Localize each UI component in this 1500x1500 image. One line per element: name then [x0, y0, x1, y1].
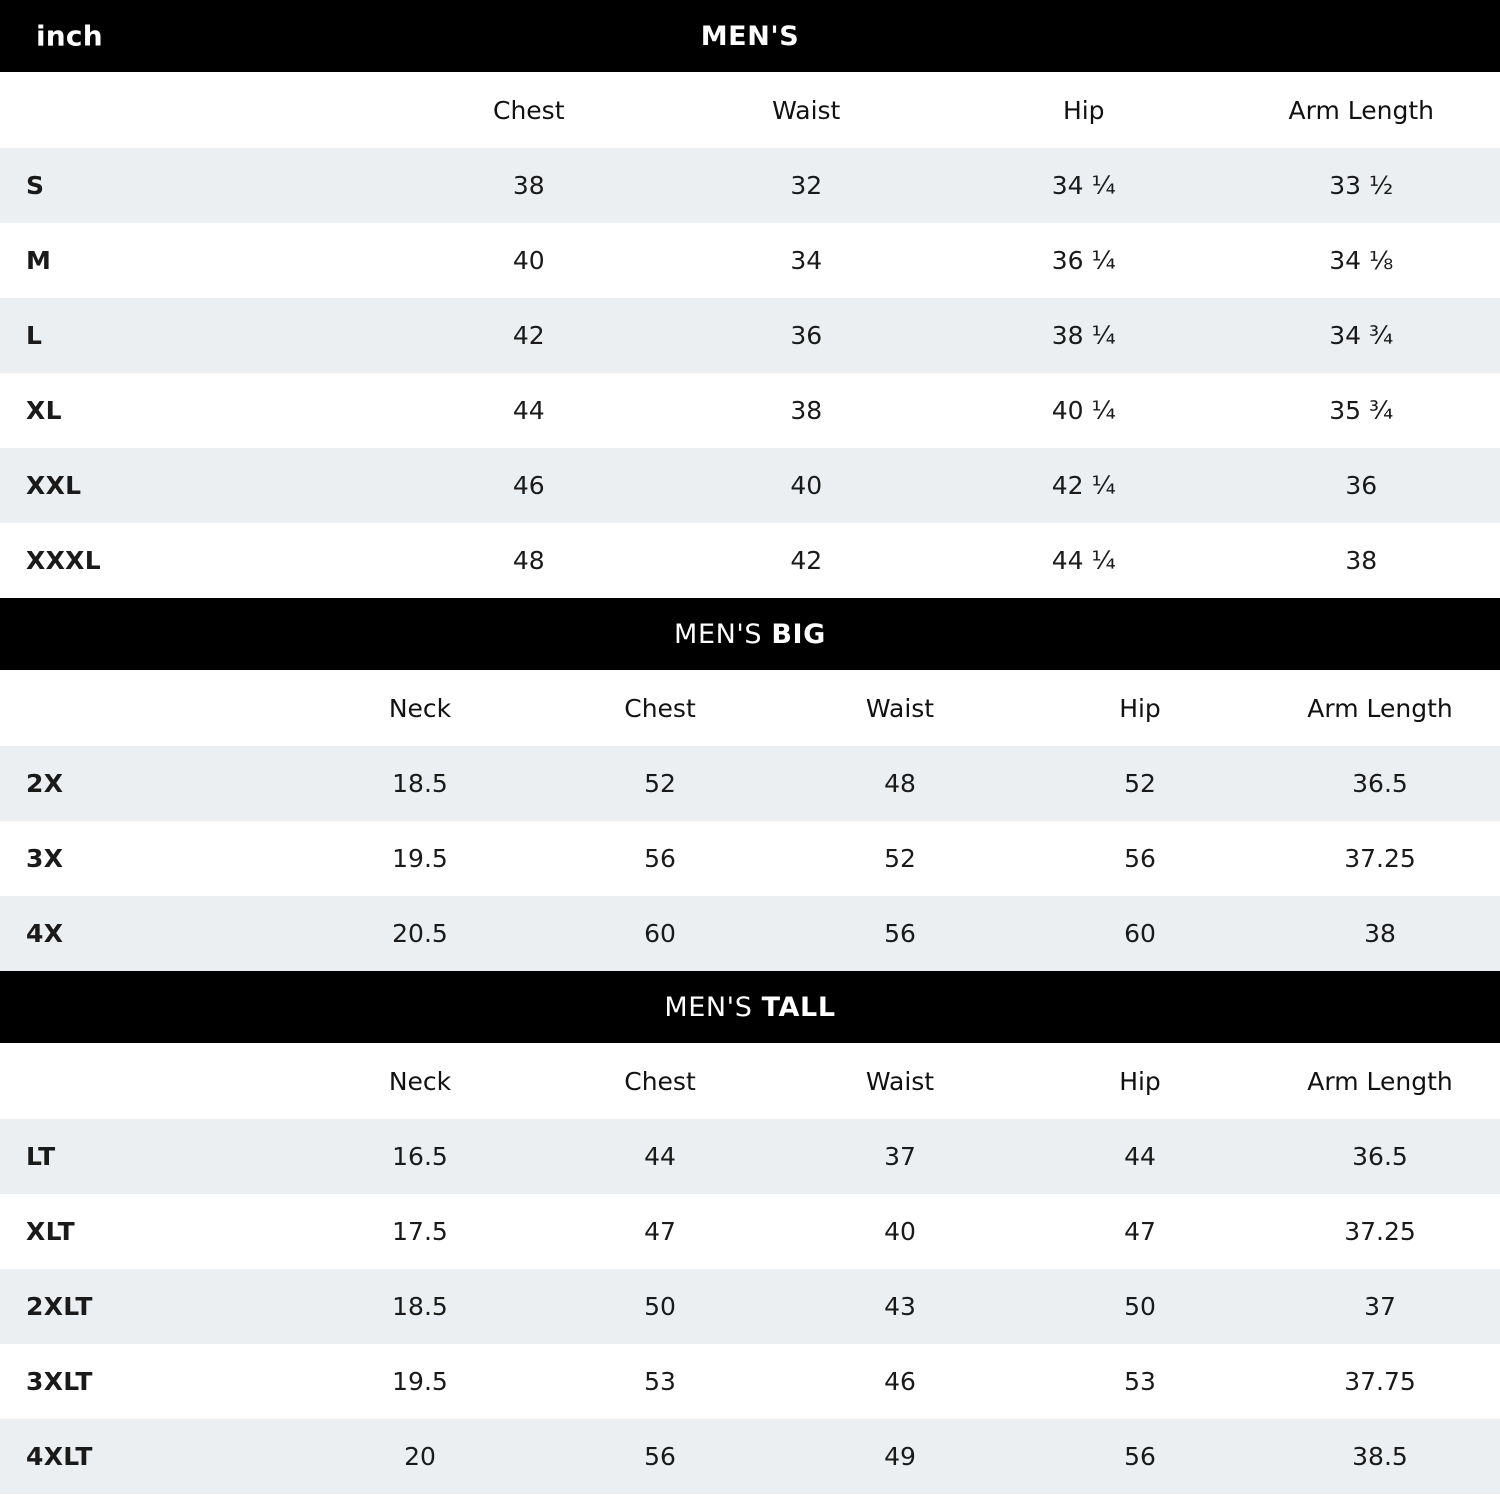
- column-header-waist: Waist: [780, 670, 1020, 746]
- column-header-arm-length: Arm Length: [1260, 670, 1500, 746]
- column-header-hip: Hip: [1020, 670, 1260, 746]
- table-row: [0, 448, 1500, 523]
- column-header-size: [0, 670, 300, 746]
- cell-hip: 56: [1124, 844, 1156, 873]
- cell-arm-length: 37: [1364, 1292, 1396, 1321]
- column-header-waist: Waist: [668, 72, 946, 148]
- table-header-row: [0, 670, 1500, 746]
- cell-arm-length: 37.25: [1344, 1217, 1416, 1246]
- cell-size: 4X: [26, 919, 64, 948]
- column-header-chest: Chest: [540, 1043, 780, 1119]
- table-row: [0, 1119, 1500, 1194]
- cell-waist: 48: [884, 769, 916, 798]
- cell-waist: 40: [884, 1217, 916, 1246]
- cell-size: 2XLT: [26, 1292, 93, 1321]
- cell-size: XLT: [26, 1217, 76, 1246]
- cell-waist: 56: [884, 919, 916, 948]
- table-row: [0, 1269, 1500, 1344]
- cell-waist: 32: [790, 171, 823, 200]
- cell-hip: 53: [1124, 1367, 1156, 1396]
- table-mens-big: [0, 670, 1500, 971]
- column-header-neck: Neck: [300, 1043, 540, 1119]
- table-row: [0, 373, 1500, 448]
- section-header-mens-big: [0, 598, 1500, 670]
- cell-chest: 50: [644, 1292, 676, 1321]
- section-header-mens-tall: [0, 971, 1500, 1043]
- cell-chest: 44: [644, 1142, 676, 1171]
- table-mens: [0, 72, 1500, 598]
- cell-hip: 60: [1124, 919, 1156, 948]
- table-row: [0, 1194, 1500, 1269]
- cell-size: S: [26, 171, 45, 200]
- unit-label: inch: [36, 19, 103, 53]
- section-title-mens-tall: MEN'S TALL: [664, 991, 836, 1023]
- cell-size: LT: [26, 1142, 56, 1171]
- section-title-mens: MEN'S: [700, 20, 800, 52]
- cell-hip: 44 ¼: [1051, 546, 1116, 575]
- cell-neck: 17.5: [392, 1217, 448, 1246]
- cell-waist: 43: [884, 1292, 916, 1321]
- cell-neck: 19.5: [392, 1367, 448, 1396]
- cell-chest: 47: [644, 1217, 676, 1246]
- table-row: [0, 1344, 1500, 1419]
- column-header-waist: Waist: [780, 1043, 1020, 1119]
- cell-chest: 44: [512, 396, 545, 425]
- cell-hip: 52: [1124, 769, 1156, 798]
- cell-arm-length: 38: [1364, 919, 1396, 948]
- cell-chest: 52: [644, 769, 676, 798]
- cell-hip: 42 ¼: [1051, 471, 1116, 500]
- table-row: [0, 148, 1500, 223]
- cell-hip: 36 ¼: [1051, 246, 1116, 275]
- section-header-mens: [0, 0, 1500, 72]
- cell-size: L: [26, 321, 43, 350]
- table-row: [0, 821, 1500, 896]
- cell-size: XXXL: [26, 546, 101, 575]
- cell-neck: 20: [404, 1442, 436, 1471]
- cell-neck: 18.5: [392, 1292, 448, 1321]
- cell-size: XL: [26, 396, 62, 425]
- cell-hip: 44: [1124, 1142, 1156, 1171]
- column-header-chest: Chest: [540, 670, 780, 746]
- table-row: [0, 896, 1500, 971]
- cell-waist: 34: [790, 246, 823, 275]
- cell-arm-length: 33 ½: [1329, 171, 1394, 200]
- table-mens-tall: [0, 1043, 1500, 1494]
- cell-arm-length: 36: [1345, 471, 1378, 500]
- cell-hip: 47: [1124, 1217, 1156, 1246]
- cell-waist: 40: [790, 471, 823, 500]
- cell-chest: 38: [512, 171, 545, 200]
- table-row: [0, 1419, 1500, 1494]
- column-header-arm-length: Arm Length: [1260, 1043, 1500, 1119]
- cell-hip: 34 ¼: [1051, 171, 1116, 200]
- cell-chest: 53: [644, 1367, 676, 1396]
- cell-arm-length: 35 ¾: [1329, 396, 1394, 425]
- cell-arm-length: 37.75: [1344, 1367, 1416, 1396]
- table-header-row: [0, 1043, 1500, 1119]
- cell-size: 2X: [26, 769, 64, 798]
- cell-arm-length: 36.5: [1352, 769, 1408, 798]
- cell-chest: 48: [512, 546, 545, 575]
- column-header-hip: Hip: [1020, 1043, 1260, 1119]
- cell-size: XXL: [26, 471, 82, 500]
- table-row: [0, 223, 1500, 298]
- cell-chest: 46: [512, 471, 545, 500]
- column-header-size: [0, 72, 390, 148]
- cell-chest: 60: [644, 919, 676, 948]
- cell-hip: 50: [1124, 1292, 1156, 1321]
- cell-arm-length: 38: [1345, 546, 1378, 575]
- table-header-row: [0, 72, 1500, 148]
- cell-waist: 42: [790, 546, 823, 575]
- column-header-size: [0, 1043, 300, 1119]
- cell-neck: 16.5: [392, 1142, 448, 1171]
- cell-arm-length: 36.5: [1352, 1142, 1408, 1171]
- cell-hip: 40 ¼: [1051, 396, 1116, 425]
- cell-neck: 18.5: [392, 769, 448, 798]
- cell-chest: 56: [644, 844, 676, 873]
- cell-chest: 40: [512, 246, 545, 275]
- cell-size: 4XLT: [26, 1442, 93, 1471]
- cell-waist: 49: [884, 1442, 916, 1471]
- table-row: [0, 298, 1500, 373]
- cell-size: M: [26, 246, 52, 275]
- column-header-chest: Chest: [390, 72, 668, 148]
- table-row: [0, 523, 1500, 598]
- section-title-mens-big: MEN'S BIG: [674, 618, 826, 650]
- cell-hip: 56: [1124, 1442, 1156, 1471]
- table-row: [0, 746, 1500, 821]
- cell-size: 3XLT: [26, 1367, 93, 1396]
- cell-chest: 56: [644, 1442, 676, 1471]
- cell-neck: 20.5: [392, 919, 448, 948]
- cell-waist: 52: [884, 844, 916, 873]
- cell-waist: 46: [884, 1367, 916, 1396]
- cell-waist: 36: [790, 321, 823, 350]
- cell-chest: 42: [512, 321, 545, 350]
- cell-arm-length: 34 ⅛: [1329, 246, 1394, 275]
- column-header-arm-length: Arm Length: [1223, 72, 1500, 148]
- cell-waist: 38: [790, 396, 823, 425]
- cell-arm-length: 34 ¾: [1329, 321, 1394, 350]
- cell-arm-length: 37.25: [1344, 844, 1416, 873]
- column-header-neck: Neck: [300, 670, 540, 746]
- cell-hip: 38 ¼: [1051, 321, 1116, 350]
- cell-waist: 37: [884, 1142, 916, 1171]
- cell-size: 3X: [26, 844, 64, 873]
- column-header-hip: Hip: [945, 72, 1223, 148]
- cell-neck: 19.5: [392, 844, 448, 873]
- cell-arm-length: 38.5: [1352, 1442, 1408, 1471]
